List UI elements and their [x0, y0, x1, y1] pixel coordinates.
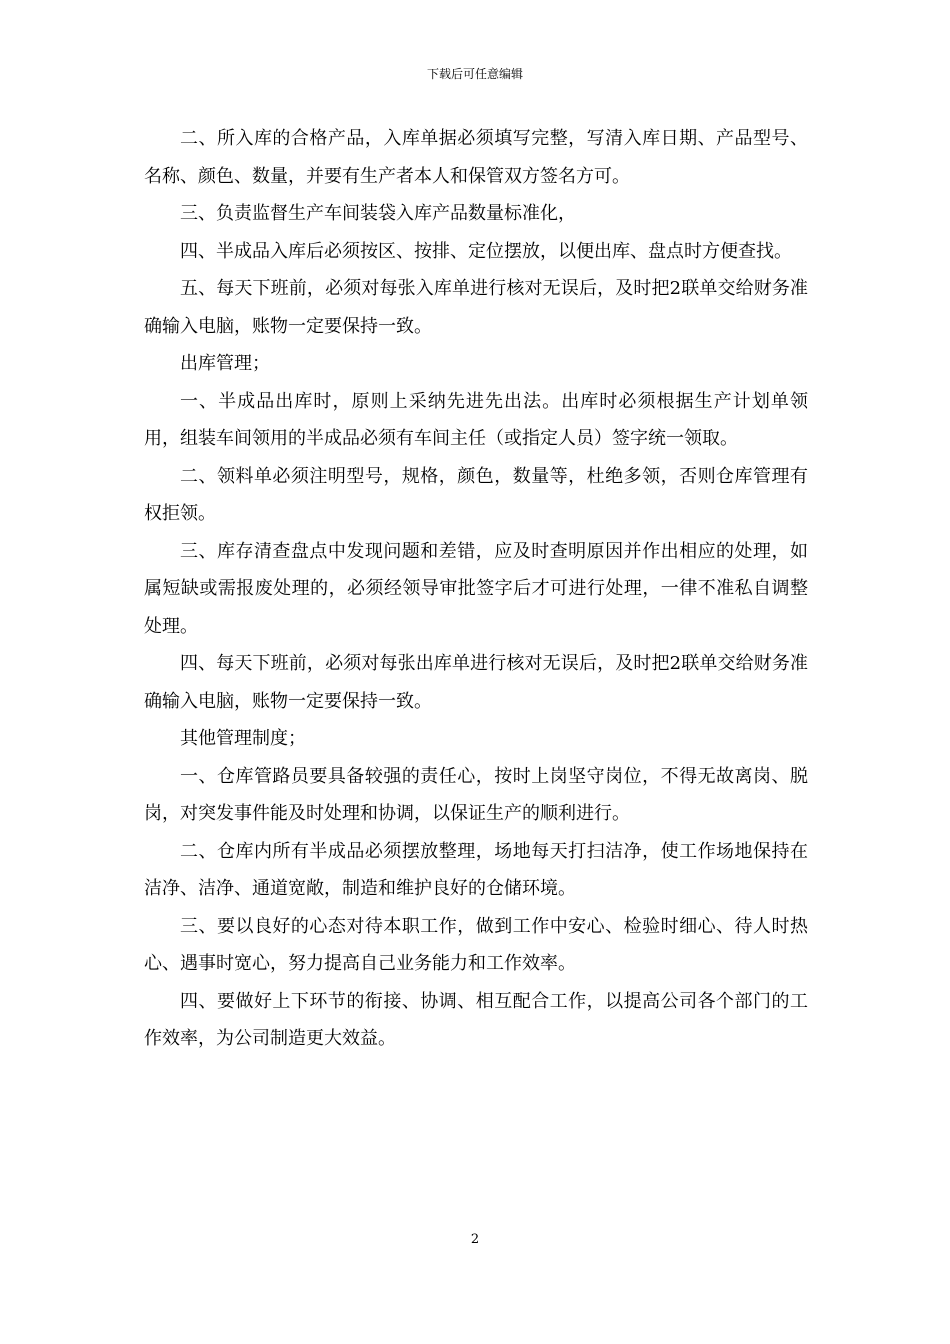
document-body: [144, 120, 808, 1058]
paragraph: 二、所入库的合格产品，入库单据必须填写完整，写清入库日期、产品型号、名称、颜色、数量，并要有生产者本人和保管双方签名方可。: [144, 128, 808, 187]
page-header: 下载后可任意编辑: [426, 67, 523, 81]
paragraph: 四、要做好上下环节的衔接、协调、相互配合工作，以提高公司各个部门的工作效率，为公司制造更大效益。: [144, 990, 808, 1049]
paragraph: 三、负责监督生产车间装袋入库产品数量标准化，: [180, 203, 576, 224]
paragraph: 五、每天下班前，必须对每张入库单进行核对无误后，及时把2联单交给财务准确输入电脑，账物一定要保持一致。: [144, 278, 808, 337]
paragraph: 一、半成品出库时，原则上采纳先进先出法。出库时必须根据生产计划单领用，组装车间领用的半成品必须有车间主任（或指定人员）签字统一领取。: [144, 390, 808, 449]
paragraph: 三、要以良好的心态对待本职工作，做到工作中安心、检验时细心、待人时热心、遇事时宽心，努力提高自己业务能力和工作效率。: [144, 915, 808, 974]
paragraph: 二、仓库内所有半成品必须摆放整理，场地每天打扫洁净，使工作场地保持在洁净、洁净、通道宽敞，制造和维护良好的仓储环境。: [144, 840, 808, 899]
section-heading-other: 其他管理制度；: [180, 728, 306, 749]
section-heading-outbound: 出库管理；: [180, 353, 270, 374]
paragraph: 四、半成品入库后必须按区、按排、定位摆放，以便出库、盘点时方便查找。: [180, 240, 792, 262]
paragraph: 四、每天下班前，必须对每张出库单进行核对无误后，及时把2联单交给财务准确输入电脑，账物一定要保持一致。: [144, 653, 808, 712]
paragraph: 一、仓库管路员要具备较强的责任心，按时上岗坚守岗位，不得无故离岗、脱岗，对突发事件能及时处理和协调，以保证生产的顺利进行。: [144, 765, 808, 824]
paragraph: 二、领料单必须注明型号，规格，颜色，数量等，杜绝多领，否则仓库管理有权拒领。: [144, 465, 808, 524]
page-number: 2: [470, 1232, 480, 1247]
paragraph: 三、库存清查盘点中发现问题和差错，应及时查明原因并作出相应的处理，如属短缺或需报废处理的，必须经领导审批签字后才可进行处理，一律不准私自调整处理。: [144, 540, 808, 637]
